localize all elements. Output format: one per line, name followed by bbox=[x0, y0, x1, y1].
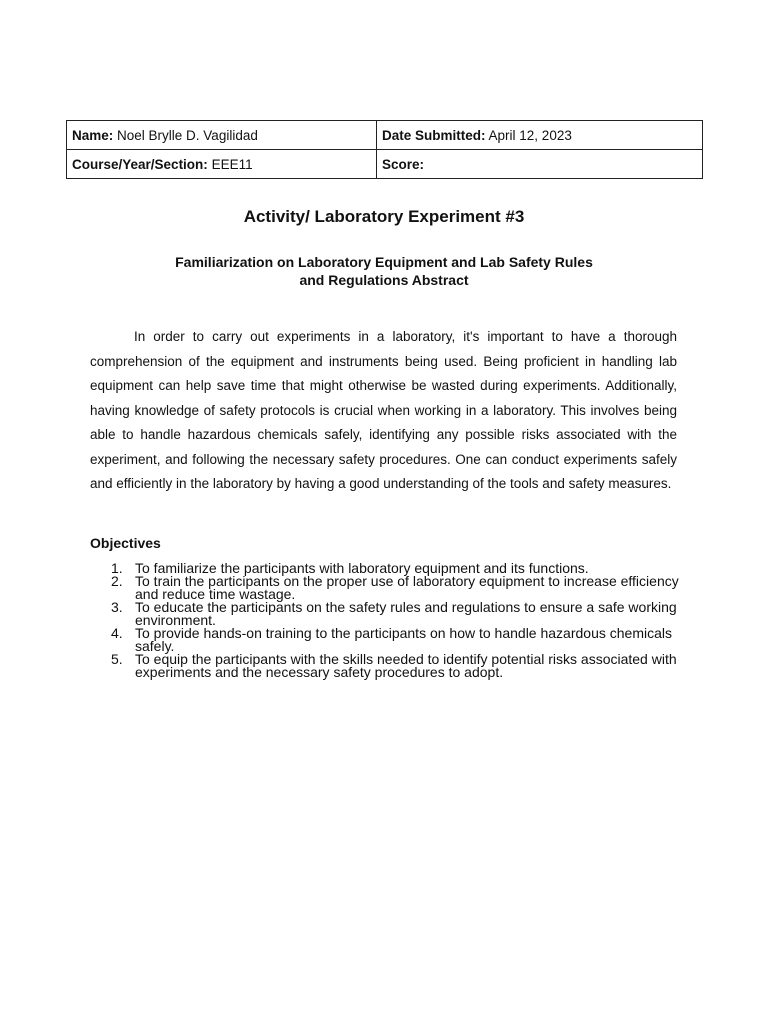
score-label: Score: bbox=[382, 156, 425, 172]
name-cell bbox=[67, 121, 377, 150]
course-cell bbox=[67, 150, 377, 179]
name-label: Name: bbox=[72, 127, 114, 143]
objective-item bbox=[90, 575, 690, 601]
document-subtitle bbox=[0, 253, 768, 289]
objectives-list bbox=[90, 562, 690, 679]
abstract-paragraph: In order to carry out experiments in a laboratory, it's important to have a thorough comprehension of the equipment and instruments being used. Being proficient in handling lab equipment can help save time that might otherwise be wasted during experiments. Additionally, having knowledge of safety protocols is crucial when working in a laboratory. This involves being able to handle hazardous chemicals safely, identifying any possible risks associated with the experiment, and following the necessary safety procedures. One can conduct experiments safely and efficiently in the laboratory by having a good understanding of the tools and safety measures. bbox=[90, 329, 677, 491]
date-submitted-cell bbox=[377, 121, 703, 150]
info-row-1 bbox=[67, 121, 703, 150]
objective-number: 1. bbox=[111, 560, 123, 576]
objective-text: To educate the participants on the safety rules and regulations to ensure a safe working environment. bbox=[135, 599, 677, 628]
objective-number: 4. bbox=[111, 625, 123, 641]
document-title: Activity/ Laboratory Experiment #3 bbox=[243, 207, 525, 226]
date-submitted-label: Date Submitted: bbox=[382, 127, 486, 143]
objective-text: To familiarize the participants with laboratory equipment and its functions. bbox=[135, 560, 589, 576]
objective-item bbox=[90, 627, 690, 653]
subtitle-line-2: and Regulations Abstract bbox=[299, 272, 469, 288]
objective-number: 2. bbox=[111, 573, 123, 589]
objective-item bbox=[90, 601, 690, 627]
objectives-heading: Objectives bbox=[90, 535, 161, 551]
subtitle-line-1: Familiarization on Laboratory Equipment and Lab Safety Rules bbox=[175, 254, 593, 270]
info-row-2 bbox=[67, 150, 703, 179]
course-value: EEE11 bbox=[211, 156, 253, 172]
name-value: Noel Brylle D. Vagilidad bbox=[117, 127, 258, 143]
objective-number: 5. bbox=[111, 651, 123, 667]
objective-text: To train the participants on the proper use of laboratory equipment to increase efficiency and reduce time wastage. bbox=[135, 573, 679, 602]
objective-number: 3. bbox=[111, 599, 123, 615]
objective-item bbox=[90, 653, 690, 679]
score-cell bbox=[377, 150, 703, 179]
student-info-table bbox=[66, 120, 703, 179]
objective-text: To equip the participants with the skills needed to identify potential risks associated with experiments and the necessary safety procedures to adopt. bbox=[135, 651, 677, 680]
objective-text: To provide hands-on training to the participants on how to handle hazardous chemicals safely. bbox=[135, 625, 672, 654]
course-label: Course/Year/Section: bbox=[72, 156, 208, 172]
date-submitted-value: April 12, 2023 bbox=[488, 127, 572, 143]
